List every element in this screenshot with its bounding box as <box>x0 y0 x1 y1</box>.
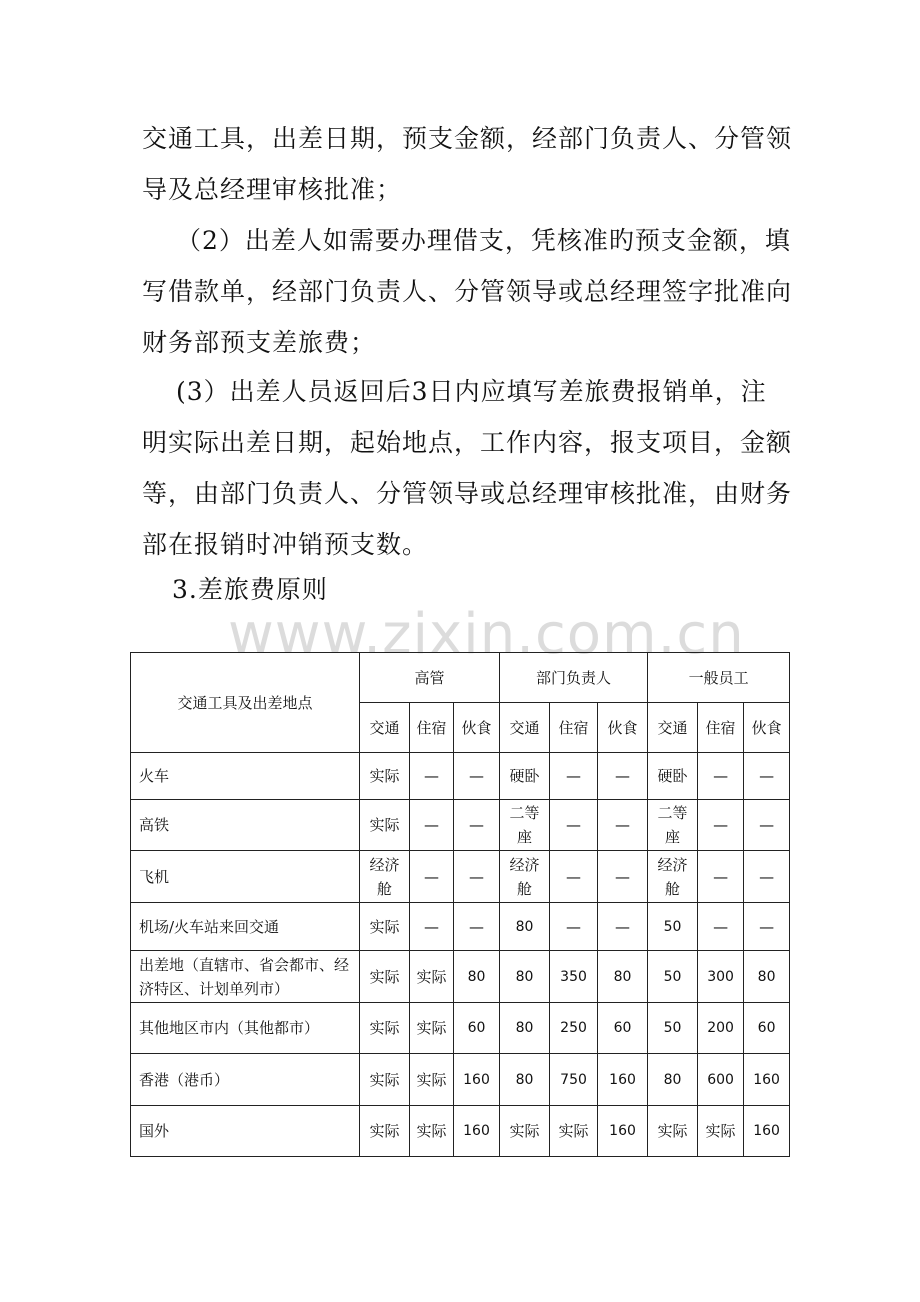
table-cell: 750 <box>550 1054 598 1106</box>
table-cell: 实际 <box>698 1106 744 1157</box>
table-cell: — <box>550 800 598 851</box>
table-cell: 经济舱 <box>648 851 698 903</box>
table-cell: — <box>744 753 790 800</box>
table-cell: 60 <box>454 1003 500 1054</box>
table-row <box>131 951 790 1003</box>
table-cell: 80 <box>500 951 550 1003</box>
table-cell: 160 <box>744 1054 790 1106</box>
subheader-cell: 伙食 <box>454 703 500 753</box>
table-cell: — <box>454 800 500 851</box>
table-cell: 实际 <box>360 753 410 800</box>
table-cell: — <box>454 753 500 800</box>
subheader-cell: 住宿 <box>550 703 598 753</box>
table-cell: 硬卧 <box>648 753 698 800</box>
table-cell: 80 <box>454 951 500 1003</box>
row-place-cell: 香港（港币） <box>131 1054 360 1106</box>
table-cell: 实际 <box>410 1003 454 1054</box>
table-row <box>131 1054 790 1106</box>
table-cell: 80 <box>500 1054 550 1106</box>
table-cell: 二等座 <box>500 800 550 851</box>
table-cell: — <box>598 903 648 951</box>
table-cell: 实际 <box>360 903 410 951</box>
table-cell: 实际 <box>648 1106 698 1157</box>
table-cell: 60 <box>744 1003 790 1054</box>
table-cell: 二等座 <box>648 800 698 851</box>
row-place-cell: 国外 <box>131 1106 360 1157</box>
row-place-cell: 飞机 <box>131 851 360 903</box>
table-cell: — <box>598 851 648 903</box>
table-cell: 160 <box>744 1106 790 1157</box>
table-cell: — <box>410 851 454 903</box>
table-cell: 硬卧 <box>500 753 550 800</box>
corner-header: 交通工具及出差地点 <box>131 653 360 753</box>
paragraph-2 <box>142 215 792 368</box>
table-row <box>131 753 790 800</box>
paragraph-2-text: （2）出差人如需要办理借支，凭核准旳预支金额，填写借款单，经部门负责人、分管领导或总经理签字批准向财务部预支差旅费； <box>142 226 793 357</box>
row-place-cell: 机场/火车站来回交通 <box>131 903 360 951</box>
paragraph-3 <box>142 366 792 570</box>
table-cell: 600 <box>698 1054 744 1106</box>
row-place-cell: 其他地区市内（其他都市） <box>131 1003 360 1054</box>
table-cell: 经济舱 <box>360 851 410 903</box>
table-cell: — <box>698 903 744 951</box>
table-cell: 80 <box>648 1054 698 1106</box>
table-cell: — <box>550 903 598 951</box>
table-row <box>131 1003 790 1054</box>
table-cell: — <box>454 903 500 951</box>
table-cell: 实际 <box>360 1106 410 1157</box>
subheader-cell: 住宿 <box>698 703 744 753</box>
table-header-row <box>131 653 790 703</box>
table-body <box>131 753 790 1157</box>
table-cell: — <box>410 903 454 951</box>
table-cell: 160 <box>598 1106 648 1157</box>
table-cell: 80 <box>744 951 790 1003</box>
table-cell: — <box>550 851 598 903</box>
watermark: www.zixin.com.cn <box>228 602 745 667</box>
paragraph-1: 交通工具，出差日期，预支金额，经部门负责人、分管领导及总经理审核批准； <box>142 124 793 204</box>
table-cell: — <box>454 851 500 903</box>
group-header-dept-head: 部门负责人 <box>500 653 648 703</box>
table-cell: 80 <box>598 951 648 1003</box>
table-cell: — <box>744 800 790 851</box>
table-cell: — <box>410 753 454 800</box>
subheader-cell: 住宿 <box>410 703 454 753</box>
table-cell: 50 <box>648 1003 698 1054</box>
table-cell: — <box>410 800 454 851</box>
subheader-cell: 交通 <box>648 703 698 753</box>
table-cell: 300 <box>698 951 744 1003</box>
table-cell: — <box>698 851 744 903</box>
table-cell: — <box>550 753 598 800</box>
table-cell: 60 <box>598 1003 648 1054</box>
table-cell: 实际 <box>360 1003 410 1054</box>
table-row <box>131 903 790 951</box>
table-row <box>131 800 790 851</box>
table-cell: — <box>698 800 744 851</box>
subheader-cell: 伙食 <box>744 703 790 753</box>
table-cell: 实际 <box>410 951 454 1003</box>
table-cell: 实际 <box>360 1054 410 1106</box>
table-cell: — <box>598 800 648 851</box>
table-cell: 实际 <box>410 1106 454 1157</box>
table-cell: 实际 <box>410 1054 454 1106</box>
table-cell: 160 <box>454 1106 500 1157</box>
table-cell: — <box>744 851 790 903</box>
travel-expense-table <box>130 652 790 1157</box>
paragraph-3-text: (3）出差人员返回后3日内应填写差旅费报销单，注明实际出差日期，起始地点，工作内容，报支项目，金额等，由部门负责人、分管领导或总经理审核批准，由财务部在报销时冲销预支数。 <box>142 377 793 559</box>
subheader-cell: 交通 <box>360 703 410 753</box>
table-cell: 50 <box>648 951 698 1003</box>
table-cell: 160 <box>454 1054 500 1106</box>
table-cell: 实际 <box>500 1106 550 1157</box>
table-row <box>131 851 790 903</box>
table-cell: 250 <box>550 1003 598 1054</box>
table-cell: — <box>598 753 648 800</box>
row-place-cell: 火车 <box>131 753 360 800</box>
table-cell: 160 <box>598 1054 648 1106</box>
group-header-staff: 一般员工 <box>648 653 790 703</box>
table-cell: 实际 <box>360 951 410 1003</box>
table-cell: — <box>698 753 744 800</box>
table-cell: — <box>744 903 790 951</box>
row-place-cell: 出差地（直辖市、省会都市、经济特区、计划单列市） <box>131 951 360 1003</box>
row-place-cell: 高铁 <box>131 800 360 851</box>
table-cell: 经济舱 <box>500 851 550 903</box>
table-cell: 200 <box>698 1003 744 1054</box>
table-cell: 350 <box>550 951 598 1003</box>
table-cell: 实际 <box>550 1106 598 1157</box>
table-cell: 50 <box>648 903 698 951</box>
group-header-senior: 高管 <box>360 653 500 703</box>
table-cell: 80 <box>500 1003 550 1054</box>
table-cell: 实际 <box>360 800 410 851</box>
table-row <box>131 1106 790 1157</box>
table-cell: 80 <box>500 903 550 951</box>
section-heading: 3.差旅费原则 <box>172 575 328 604</box>
subheader-cell: 伙食 <box>598 703 648 753</box>
subheader-cell: 交通 <box>500 703 550 753</box>
